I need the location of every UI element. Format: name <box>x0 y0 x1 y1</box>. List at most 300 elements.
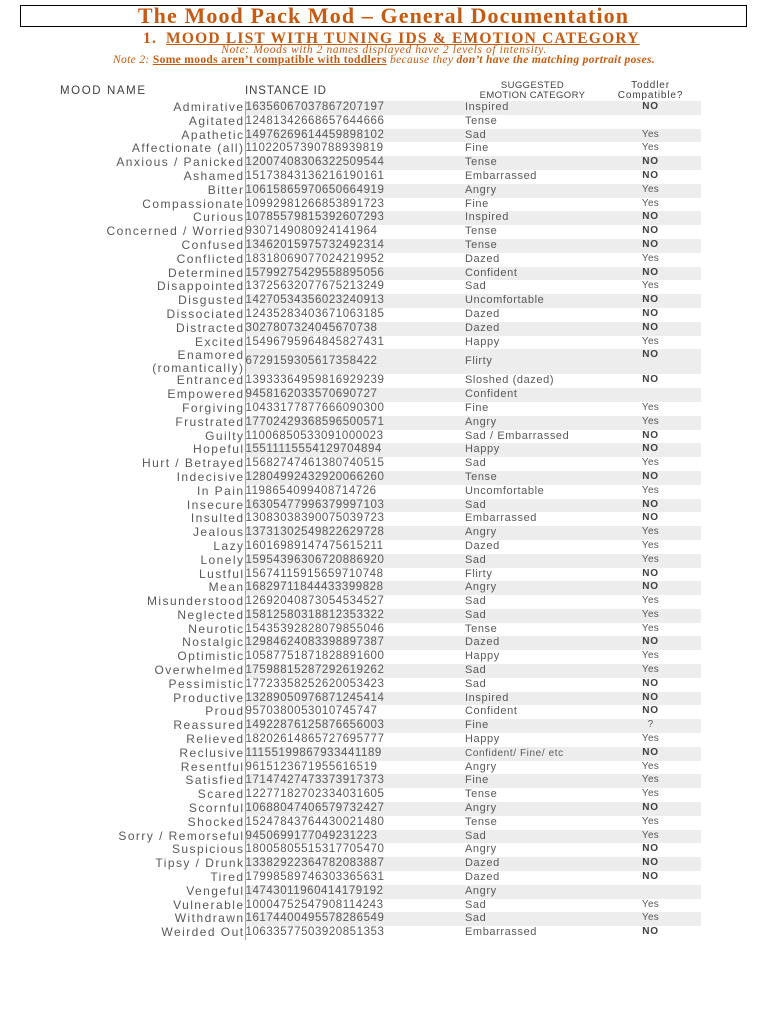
instance-id-cell: 9450699177049231223 <box>245 830 465 844</box>
toddler-compatible-cell: Yes <box>641 898 660 910</box>
table-row <box>60 336 701 350</box>
emotion-category-cell: Dazed <box>465 871 500 884</box>
mood-name-cell: Mean <box>60 581 245 595</box>
toddler-compatible-cell: Yes <box>641 788 660 800</box>
header-instance-id: INSTANCE ID <box>245 84 327 97</box>
table-row <box>60 129 701 143</box>
emotion-category-cell: Sad <box>465 677 487 690</box>
instance-id-cell: 13731302549822629728 <box>245 526 465 540</box>
toddler-compatible-cell: Yes <box>641 197 660 209</box>
table-row <box>60 899 701 913</box>
table-row <box>60 843 701 857</box>
emotion-category-cell: Dazed <box>465 539 500 552</box>
instance-id-cell: 11022057390788939819 <box>245 142 384 155</box>
instance-id-cell: 3027807324045670738 <box>245 322 465 336</box>
instance-id-cell: 12277182702334031605 <box>245 788 385 801</box>
table-row <box>60 225 701 239</box>
table-row <box>60 581 701 595</box>
mood-name-cell: Empowered <box>60 388 245 402</box>
emotion-category-cell: Embarrassed <box>465 169 538 182</box>
toddler-compatible-cell: NO <box>600 294 701 308</box>
document-title: The Mood Pack Mod – General Documentation <box>20 5 747 27</box>
mood-name-cell: Overwhelmed <box>60 664 245 678</box>
emotion-category-cell: Sad <box>465 898 487 911</box>
toddler-compatible-cell: Yes <box>641 815 660 827</box>
toddler-compatible-cell: NO <box>600 443 701 457</box>
header-toddler-line1: Toddler <box>631 79 670 91</box>
table-row <box>60 761 701 775</box>
toddler-compatible-cell: NO <box>642 567 659 579</box>
emotion-category-cell: Fine <box>465 197 489 210</box>
table-row <box>60 816 701 830</box>
toddler-compatible-cell: Yes <box>600 609 701 623</box>
mood-name-cell: Bitter <box>60 184 245 198</box>
instance-id-cell: 10004752547908114243 <box>245 898 384 911</box>
emotion-category-cell: Sad <box>465 554 600 568</box>
emotion-category-cell: Sad <box>465 664 600 678</box>
emotion-category-cell: Embarrassed <box>465 926 538 939</box>
emotion-category-cell: Fine <box>465 401 489 414</box>
header-toddler-line2: Compatible? <box>617 89 684 101</box>
instance-id-cell: 18005805515317705470 <box>245 843 385 856</box>
instance-id-cell: 10992981266853891723 <box>245 197 385 210</box>
table-row <box>60 526 701 540</box>
mood-name-cell: Neglected <box>60 609 245 623</box>
instance-id-cell: 12692040873054534527 <box>245 595 385 608</box>
header-emotion-line2: EMOTION CATEGORY <box>479 89 586 101</box>
emotion-category-cell: Dazed <box>465 322 600 336</box>
table-row <box>60 101 701 115</box>
instance-id-cell: 10615865970650664919 <box>245 184 465 198</box>
toddler-compatible-cell: Yes <box>641 650 660 662</box>
instance-id-cell: 9615123671955616519 <box>245 760 378 773</box>
emotion-category-cell: Inspired <box>465 692 600 706</box>
table-row <box>60 678 701 692</box>
emotion-category-cell: Tense <box>465 114 498 127</box>
emotion-category-cell: Flirty <box>465 567 493 580</box>
header-toddler-compatible <box>600 80 701 101</box>
emotion-category-cell: Tense <box>465 156 600 170</box>
table-row <box>60 170 701 184</box>
toddler-compatible-cell: Yes <box>600 416 701 430</box>
emotion-category-cell: Confident <box>465 267 600 281</box>
toddler-compatible-cell: Yes <box>641 622 660 634</box>
emotion-category-cell: Flirty <box>465 349 600 374</box>
table-row <box>60 280 701 294</box>
instance-id-cell: 17147427473373917373 <box>245 774 465 788</box>
mood-name-cell: Disappointed <box>60 280 245 294</box>
instance-id-cell: 11155199867933441189 <box>245 747 465 761</box>
instance-id-cell: 15674115915659710748 <box>245 567 384 580</box>
toddler-compatible-cell: Yes <box>600 912 701 926</box>
table-row <box>60 636 701 650</box>
instance-id-cell: 10785579815392607293 <box>245 211 465 225</box>
table-row <box>60 349 701 374</box>
toddler-compatible-cell: Yes <box>641 539 660 551</box>
mood-name-cell: Shocked <box>60 816 245 830</box>
mood-name-cell: Reclusive <box>60 747 245 761</box>
instance-id-cell: 10587751871828891600 <box>245 650 385 663</box>
toddler-compatible-cell: NO <box>600 156 701 170</box>
section-title: MOOD LIST WITH TUNING IDS & EMOTION CATEGORY <box>166 30 640 47</box>
mood-name-cell: Insulted <box>60 512 245 526</box>
mood-name-cell: Misunderstood <box>60 595 245 609</box>
instance-id-cell: 12481342668657644666 <box>245 114 385 127</box>
instance-id-cell: 13083038390075039723 <box>245 512 385 525</box>
table-row <box>60 402 701 416</box>
emotion-category-cell: Confident <box>465 388 600 402</box>
table-row <box>60 322 701 336</box>
toddler-compatible-cell <box>600 388 701 402</box>
instance-id-cell: 16174400495578286549 <box>245 912 465 926</box>
emotion-category-cell: Inspired <box>465 211 600 225</box>
mood-name-cell: Entranced <box>60 374 245 388</box>
mood-name-cell: Tipsy / Drunk <box>60 857 245 871</box>
mood-name-cell: Pessimistic <box>60 678 245 692</box>
mood-name-cell: Enamored (romantically) <box>60 349 245 374</box>
table-row <box>60 198 701 212</box>
toddler-compatible-cell: Yes <box>641 142 660 154</box>
emotion-category-cell: Tense <box>465 239 600 253</box>
emotion-category-cell: Tense <box>465 622 498 635</box>
emotion-category-cell: Happy <box>465 650 500 663</box>
instance-id-cell: 15682747461380740515 <box>245 457 385 470</box>
toddler-compatible-cell: NO <box>642 429 659 441</box>
emotion-category-cell: Sad <box>465 912 600 926</box>
table-row <box>60 374 701 388</box>
instance-id-cell: 10688047406579732427 <box>245 802 465 816</box>
instance-id-cell: 17723358252620053423 <box>245 677 385 690</box>
toddler-compatible-cell: NO <box>600 802 701 816</box>
toddler-compatible-cell: NO <box>600 239 701 253</box>
instance-id-cell: 9307149080924141964 <box>245 225 378 238</box>
mood-name-cell: Neurotic <box>60 623 245 637</box>
mood-name-cell: Proud <box>60 705 245 719</box>
mood-name-cell: Nostalgic <box>60 636 245 650</box>
emotion-category-cell: Embarrassed <box>465 512 538 525</box>
mood-name-cell: Distracted <box>60 322 245 336</box>
instance-id-cell: 14922876125876656003 <box>245 719 465 733</box>
table-row <box>60 457 701 471</box>
mood-name-cell: Apathetic <box>60 129 245 143</box>
mood-name-cell: Excited <box>60 336 245 350</box>
table-row <box>60 239 701 253</box>
emotion-category-cell: Confident <box>465 705 518 718</box>
table-row <box>60 211 701 225</box>
toddler-compatible-cell: Yes <box>600 554 701 568</box>
toddler-compatible-cell <box>600 115 701 129</box>
instance-id-cell: 13462015975732492314 <box>245 239 465 253</box>
mood-name-cell: In Pain <box>60 485 245 499</box>
table-row <box>60 788 701 802</box>
toddler-compatible-cell: Yes <box>641 335 660 347</box>
mood-name-cell: Vengeful <box>60 885 245 899</box>
table-row <box>60 705 701 719</box>
instance-id-cell: 9570380053010745747 <box>245 705 378 718</box>
table-row <box>60 267 701 281</box>
note2-reason: don’t have the matching portrait poses. <box>456 54 656 66</box>
emotion-category-cell: Sad <box>465 457 487 470</box>
mood-name-cell: Concerned / Worried <box>60 225 245 239</box>
toddler-compatible-cell: NO <box>642 843 659 855</box>
emotion-category-cell: Angry <box>465 885 600 899</box>
toddler-compatible-cell: NO <box>642 871 659 883</box>
emotion-category-cell: Inspired <box>465 101 600 115</box>
instance-id-cell: 16305477996379997103 <box>245 499 465 513</box>
instance-id-cell: 16829711844433399828 <box>245 581 465 595</box>
mood-name-cell: Withdrawn <box>60 912 245 926</box>
mood-name-cell: Insecure <box>60 499 245 513</box>
toddler-compatible-cell: Yes <box>641 484 660 496</box>
emotion-category-cell: Sad <box>465 129 600 143</box>
toddler-compatible-cell: NO <box>600 692 701 706</box>
instance-id-cell: 18202614865727695777 <box>245 733 385 746</box>
toddler-compatible-cell: Yes <box>600 184 701 198</box>
mood-name-cell: Vulnerable <box>60 899 245 913</box>
table-row <box>60 857 701 871</box>
toddler-compatible-cell: NO <box>600 322 701 336</box>
header-emotion-category <box>465 80 600 101</box>
instance-id-cell: 13725632077675213249 <box>245 280 385 293</box>
table-row <box>60 512 701 526</box>
table-row <box>60 485 701 499</box>
emotion-category-cell: Tense <box>465 788 498 801</box>
instance-id-cell: 15435392828079855046 <box>245 622 385 635</box>
mood-name-cell: Weirded Out <box>60 926 245 940</box>
header-emotion-line1: SUGGESTED <box>500 79 565 91</box>
instance-id-cell: 12435283403671063185 <box>245 307 385 320</box>
toddler-compatible-cell: NO <box>600 636 701 650</box>
table-row <box>60 253 701 267</box>
note-toddlers <box>0 55 768 66</box>
mood-name-cell: Agitated <box>60 115 245 129</box>
instance-id-cell: 14743011960414179192 <box>245 885 465 899</box>
toddler-compatible-cell: Yes <box>600 129 701 143</box>
instance-id-cell: 16356067037867207197 <box>245 101 465 115</box>
instance-id-cell: 17998589746303365631 <box>245 871 385 884</box>
mood-name-cell: Compassionate <box>60 198 245 212</box>
toddler-compatible-cell: NO <box>642 307 659 319</box>
instance-id-cell: 15173843136216190161 <box>245 169 385 182</box>
instance-id-cell: 17702429368596500571 <box>245 416 465 430</box>
mood-name-cell: Affectionate (all) <box>60 142 245 156</box>
emotion-category-cell: Fine <box>465 774 600 788</box>
emotion-category-cell: Fine <box>465 142 489 155</box>
table-row <box>60 802 701 816</box>
toddler-compatible-cell: Yes <box>600 664 701 678</box>
instance-id-cell: 14976269614459898102 <box>245 129 465 143</box>
table-row <box>60 388 701 402</box>
mood-name-cell: Confused <box>60 239 245 253</box>
table-row <box>60 747 701 761</box>
mood-name-cell: Lonely <box>60 554 245 568</box>
instance-id-cell: 1198654099408714726 <box>245 484 377 497</box>
mood-name-cell: Hurt / Betrayed <box>60 457 245 471</box>
table-row <box>60 416 701 430</box>
instance-id-cell: 9458162033570690727 <box>245 388 465 402</box>
mood-name-cell: Jealous <box>60 526 245 540</box>
mood-name-cell: Reassured <box>60 719 245 733</box>
instance-id-cell: 18318069077024219952 <box>245 252 385 265</box>
toddler-compatible-cell: Yes <box>641 457 660 469</box>
table-row <box>60 554 701 568</box>
toddler-compatible-cell: Yes <box>641 760 660 772</box>
toddler-compatible-cell: NO <box>600 349 701 374</box>
mood-name-cell: Dissociated <box>60 308 245 322</box>
toddler-compatible-cell: Yes <box>641 401 660 413</box>
emotion-category-cell: Sad <box>465 280 487 293</box>
toddler-compatible-cell: Yes <box>641 733 660 745</box>
instance-id-cell: 17598815287292619262 <box>245 664 465 678</box>
mood-name-cell: Relieved <box>60 733 245 747</box>
table-row <box>60 471 701 485</box>
note2-middle: because they <box>386 54 457 66</box>
mood-name-cell: Scornful <box>60 802 245 816</box>
emotion-category-cell: Angry <box>465 184 600 198</box>
instance-id-cell: 15511115554129704894 <box>245 443 465 457</box>
table-row <box>60 430 701 444</box>
instance-id-cell: 12007408306322509544 <box>245 156 465 170</box>
toddler-compatible-cell: NO <box>642 926 659 938</box>
note2-emphasis: Some moods aren’t compatible with toddlers <box>152 54 387 66</box>
mood-name-cell: Optimistic <box>60 650 245 664</box>
instance-id-cell: 12804992432920066260 <box>245 471 465 485</box>
note2-prefix: Note 2: <box>112 54 153 66</box>
mood-name-cell: Lustful <box>60 568 245 582</box>
table-row <box>60 595 701 609</box>
instance-id-cell: 11006850533091000023 <box>245 429 384 442</box>
table-row <box>60 912 701 926</box>
table-row <box>60 443 701 457</box>
toddler-compatible-cell: NO <box>600 581 701 595</box>
toddler-compatible-cell: NO <box>600 747 701 761</box>
instance-id-cell: 15799275429558895056 <box>245 267 465 281</box>
table-row <box>60 184 701 198</box>
table-row <box>60 650 701 664</box>
toddler-compatible-cell: Yes <box>641 595 660 607</box>
emotion-category-cell: Sad <box>465 609 600 623</box>
note-intensity: Note: Moods with 2 names displayed have 2 levels of intensity. <box>221 44 547 56</box>
mood-name-cell: Forgiving <box>60 402 245 416</box>
emotion-category-cell: Sad <box>465 595 487 608</box>
instance-id-cell: 15247843764430021480 <box>245 815 385 828</box>
emotion-category-cell: Angry <box>465 416 600 430</box>
mood-name-cell: Hopeful <box>60 443 245 457</box>
table-row <box>60 885 701 899</box>
instance-id-cell: 10633577503920851353 <box>245 926 385 939</box>
emotion-category-cell: Angry <box>465 760 497 773</box>
emotion-category-cell: Fine <box>465 719 600 733</box>
table-row <box>60 142 701 156</box>
mood-table-body <box>60 101 701 940</box>
toddler-compatible-cell: Yes <box>641 252 660 264</box>
emotion-category-cell: Tense <box>465 225 498 238</box>
table-row <box>60 664 701 678</box>
emotion-category-cell: Dazed <box>465 252 500 265</box>
emotion-category-cell: Sad <box>465 499 600 513</box>
mood-name-cell: Sorry / Remorseful <box>60 830 245 844</box>
table-row <box>60 499 701 513</box>
table-row <box>60 308 701 322</box>
mood-name-cell: Productive <box>60 692 245 706</box>
mood-name-cell: Anxious / Panicked <box>60 156 245 170</box>
mood-name-cell: Indecisive <box>60 471 245 485</box>
table-row <box>60 609 701 623</box>
emotion-category-cell: Confident/ Fine/ etc <box>465 747 600 761</box>
toddler-compatible-cell: NO <box>642 374 659 386</box>
instance-id-cell: 6729159305617358422 <box>245 349 465 374</box>
mood-name-cell: Tired <box>60 871 245 885</box>
instance-id-cell: 13289050976871245414 <box>245 692 465 706</box>
toddler-compatible-cell: NO <box>642 677 659 689</box>
toddler-compatible-cell: Yes <box>600 774 701 788</box>
toddler-compatible-cell: NO <box>600 857 701 871</box>
toddler-compatible-cell: NO <box>642 225 659 237</box>
mood-name-cell: Determined <box>60 267 245 281</box>
table-row <box>60 719 701 733</box>
emotion-category-cell: Happy <box>465 733 500 746</box>
toddler-compatible-cell: NO <box>642 169 659 181</box>
instance-id-cell: 10433177877666090300 <box>245 401 385 414</box>
emotion-category-cell: Sad / Embarrassed <box>465 429 570 442</box>
toddler-compatible-cell: NO <box>600 211 701 225</box>
toddler-compatible-cell: Yes <box>600 830 701 844</box>
toddler-compatible-cell: ? <box>600 719 701 733</box>
emotion-category-cell: Uncomfortable <box>465 484 545 497</box>
instance-id-cell: 13933364959816929239 <box>245 374 385 387</box>
table-row <box>60 692 701 706</box>
table-row <box>60 156 701 170</box>
mood-name-cell: Frustrated <box>60 416 245 430</box>
table-row <box>60 115 701 129</box>
toddler-compatible-cell: NO <box>600 499 701 513</box>
mood-name-cell: Conflicted <box>60 253 245 267</box>
mood-table <box>60 80 701 940</box>
table-row <box>60 871 701 885</box>
mood-name-cell: Disgusted <box>60 294 245 308</box>
emotion-category-cell: Sad <box>465 830 600 844</box>
emotion-category-cell: Tense <box>465 471 600 485</box>
table-row <box>60 733 701 747</box>
mood-name-cell: Suspicious <box>60 843 245 857</box>
mood-name-cell: Admirative <box>60 101 245 115</box>
toddler-compatible-cell <box>600 885 701 899</box>
emotion-category-cell: Angry <box>465 526 600 540</box>
mood-name-cell: Satisfied <box>60 774 245 788</box>
toddler-compatible-cell: Yes <box>641 280 660 292</box>
toddler-compatible-cell: NO <box>600 101 701 115</box>
toddler-compatible-cell: NO <box>600 267 701 281</box>
mood-name-cell: Guilty <box>60 430 245 444</box>
emotion-category-cell: Angry <box>465 802 600 816</box>
table-row <box>60 774 701 788</box>
emotion-category-cell: Happy <box>465 335 500 348</box>
mood-name-cell: Resentful <box>60 761 245 775</box>
header-mood-name: MOOD NAME <box>60 84 147 97</box>
toddler-compatible-cell: NO <box>642 705 659 717</box>
instance-id-cell: 12984624083398897387 <box>245 636 465 650</box>
table-row <box>60 540 701 554</box>
emotion-category-cell: Tense <box>465 815 498 828</box>
instance-id-cell: 15954396306720886920 <box>245 554 465 568</box>
toddler-compatible-cell: NO <box>600 471 701 485</box>
section-number: 1. <box>143 30 158 47</box>
table-header-row <box>60 80 701 101</box>
instance-id-cell: 15812580318812353322 <box>245 609 465 623</box>
mood-name-cell: Scared <box>60 788 245 802</box>
table-row <box>60 926 701 940</box>
mood-name-cell: Lazy <box>60 540 245 554</box>
